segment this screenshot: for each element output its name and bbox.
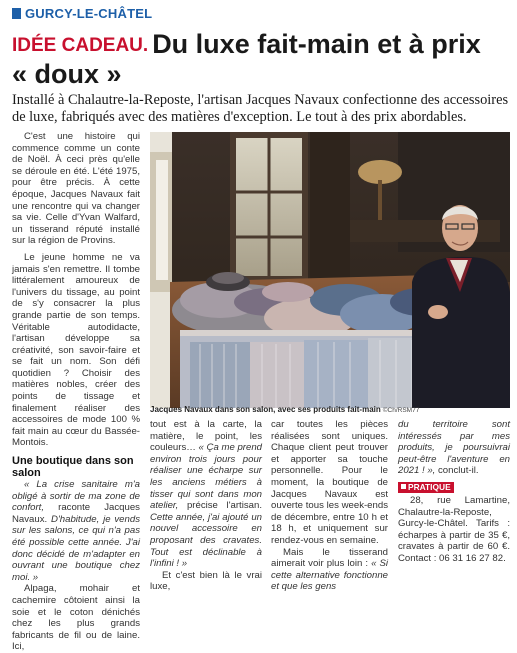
headline-line1: Du luxe fait-main et à prix [152, 29, 481, 59]
headline-line2: « doux » [12, 59, 122, 89]
attribution: précise l'artisan. [186, 500, 262, 512]
caption-text: Jacques Navaux dans son salon, avec ses produits fait-main [150, 405, 381, 414]
pratique-label: PRATIQUE [408, 481, 451, 492]
paragraph: Et c'est bien là le vrai luxe, [150, 569, 262, 593]
paragraph [271, 547, 388, 593]
location-tag [12, 4, 152, 22]
article-column-2 [150, 419, 262, 593]
quote: Cette année, j'ai ajouté un nouvel accessoire en proposant des cravates. Tout est déclinable à l'infini ! » [150, 511, 262, 570]
photo-credit: ©Ch/RSM77 [382, 407, 420, 414]
text: Mais le tisserand aimerait voir plus loin : [271, 546, 388, 570]
pratique-badge [398, 482, 454, 493]
square-bullet-icon [401, 484, 406, 489]
article-photo [150, 132, 510, 408]
paragraph: Le jeune homme ne va jamais s'en remettre. Il tombe littéralement amoureux de l'univers du tissage, au point de s'y consacrer la plus grande partie de son temps. Véritable autodidacte, l'artisan développe sa créativité, son savoir-faire et se fait un nom. Son défi quotidien ? Choisir des matières nobles, créer des points de tissage et finalement réaliser des accessoires de mode 100 % fait main au cœur du Bassée-Montois. [12, 251, 140, 449]
quote: du territoire sont intéressés par mes produits, je poursuivrai peut-être l'aventure en 2021 ! », [398, 419, 510, 477]
photo-caption [150, 405, 510, 417]
article-column-3 [271, 419, 388, 593]
standfirst: Installé à Chalautre-la-Reposte, l'artisan Jacques Navaux confectionne des accessoires de luxe, fabriqués avec des matières d'exception. Le tout à des prix abordables. [12, 92, 509, 125]
location-label: GURCY-LE-CHÂTEL [25, 5, 153, 21]
pratique-info: 28, rue Lamartine, Chalautre-la-Reposte, Gurcy-le-Châtel. Tarifs : écharpes à partir de 35 €, cravates à partir de 60 €. Contact : 06 31 16 27 82. [398, 494, 510, 564]
paragraph [150, 419, 262, 570]
paragraph [12, 479, 140, 583]
paragraph: car toutes les pièces réalisées sont uniques. Chaque client peut trouver et apporter sa touche personnelle. Pour le moment, la boutique de Jacques Navaux est ouverte tous les week-ends de décembre, entre 10 h et 18 h, et uniquement sur rendez-vous en semaine. [271, 419, 388, 546]
subheading: Une boutique dans son salon [12, 455, 134, 480]
headline [12, 30, 512, 89]
paragraph: Alpaga, mohair et cachemire côtoient ainsi la soie et le coton dénichés chez les plus grands fabricants de fil ou de laine. Ici, [12, 583, 140, 653]
attribution: raconte Jacques Navaux. [12, 502, 140, 525]
photo-illustration [150, 132, 510, 408]
attribution: conclut-il. [435, 465, 479, 477]
quote: « Ça me prend environ trois jours pour réaliser une écharpe sur les anciens métiers à tisser qui sont dans mon atelier, [150, 442, 262, 512]
quote: D'habitude, je vends sur les salons, ce qui n'a pas été possible cette année. J'ai donc décidé de m'adapter en ouvrant une boutique chez moi. » [12, 513, 140, 583]
article-column-1 [12, 131, 140, 653]
kicker: IDÉE CADEAU. [12, 35, 149, 56]
paragraph [398, 419, 510, 477]
article-column-4 [398, 419, 510, 565]
location-square-icon [12, 8, 21, 19]
quote: « La crise sanitaire m'a obligé à sortir de ma zone de confort, [12, 479, 140, 514]
text: tout est à la carte, la matière, le point, les couleurs… [150, 419, 262, 454]
quote: « Si cette alternative fonctionne et que les gens [271, 558, 388, 593]
paragraph: C'est une histoire qui commence comme un conte de Noël. À ceci près qu'elle se déroule en été. L'été 1975, pour être précis. À cette époque, Jacques Navaux fait une rencontre qui va changer sa vie. Celle d'Yvan Walfard, un tisserand réputé installé sur la région de Provins. [12, 131, 140, 247]
